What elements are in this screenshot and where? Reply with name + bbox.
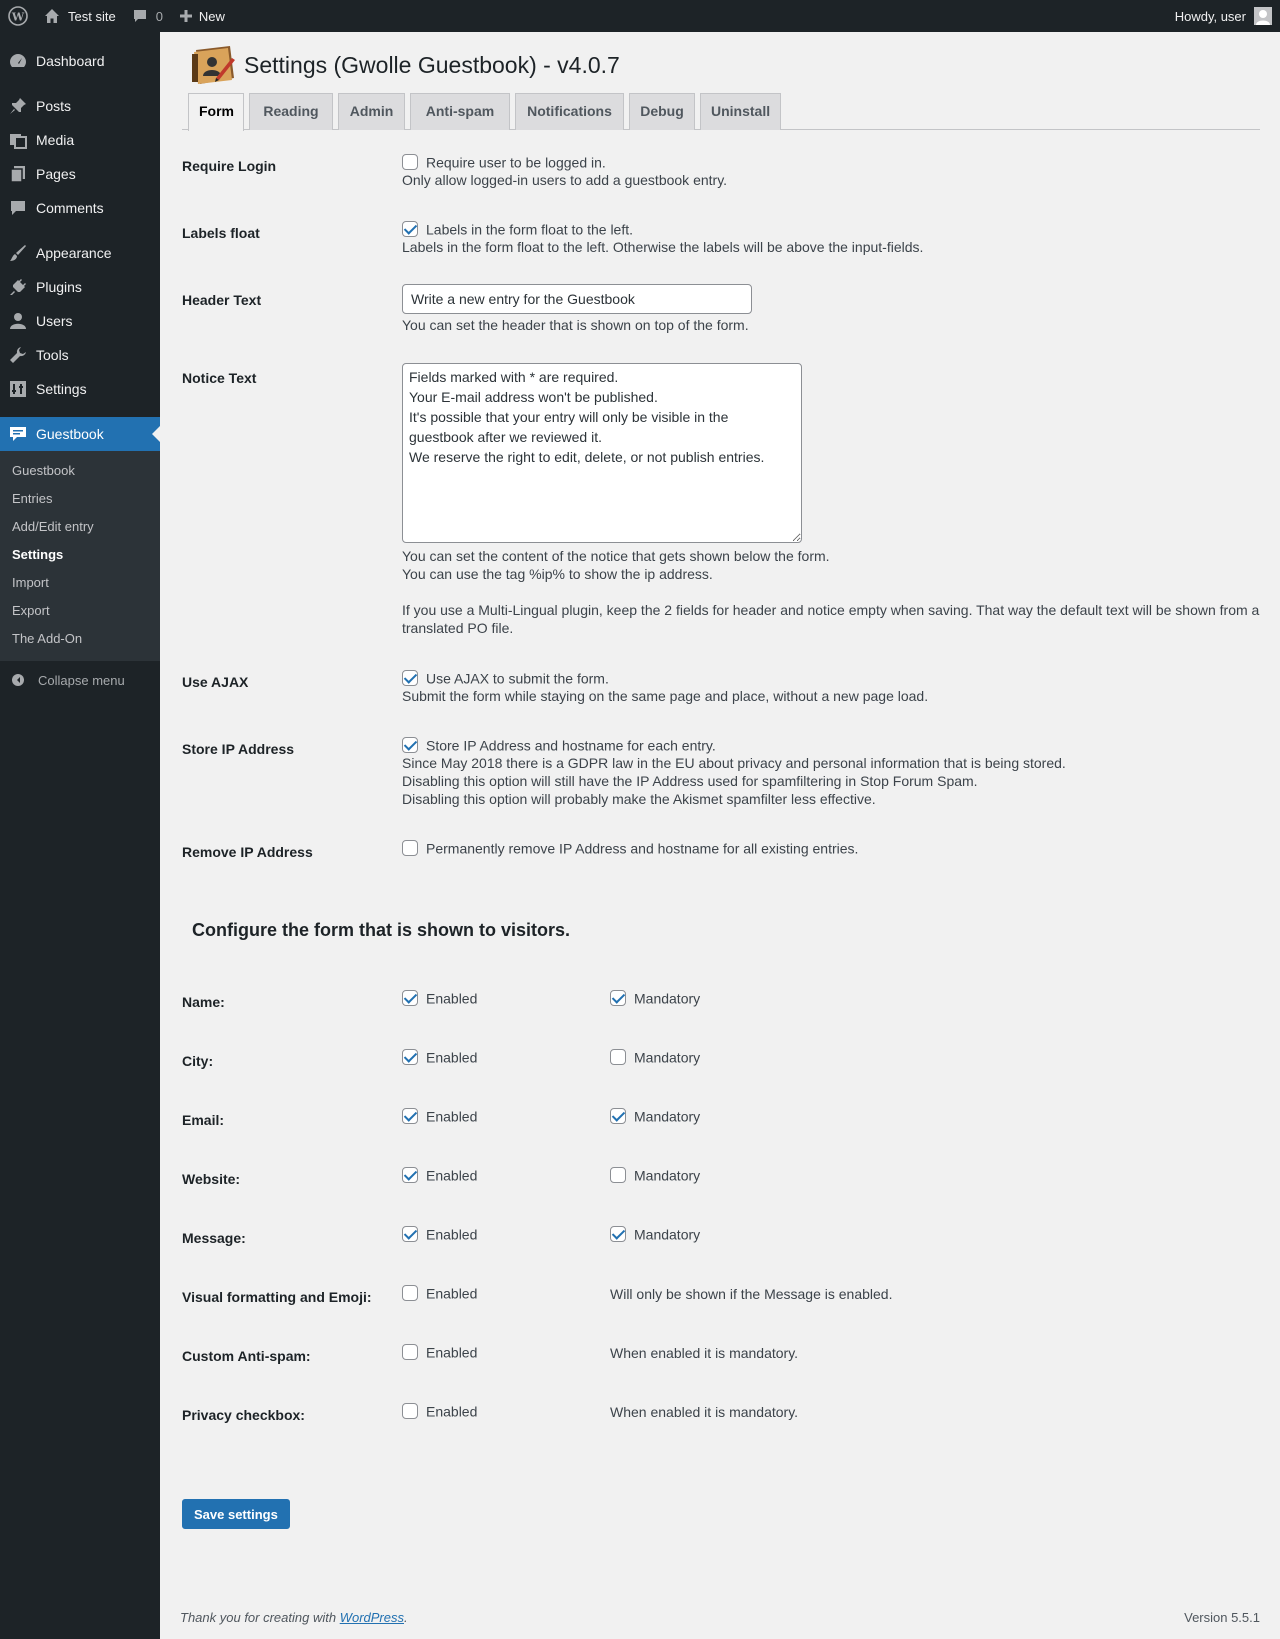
- field-website-label: Website:: [182, 1171, 241, 1187]
- avatar: [1254, 7, 1272, 25]
- submenu-add-on[interactable]: The Add-On: [12, 631, 83, 646]
- use-ajax-label: Use AJAX: [182, 674, 249, 690]
- guestbook-book-icon: [190, 44, 236, 86]
- remove-ip-field: [402, 838, 858, 857]
- labels-float-description: Labels in the form float to the left. Otherwise the labels will be above the input-fields.: [402, 239, 924, 256]
- admin-bar: [0, 0, 1280, 32]
- admin-sidebar: [0, 32, 160, 1639]
- collapse-label: Collapse menu: [38, 672, 125, 688]
- comment-bubble-icon: [132, 8, 148, 24]
- submenu-settings[interactable]: Settings: [12, 547, 64, 562]
- labels-float-checkbox-label[interactable]: Labels in the form float to the left.: [426, 221, 634, 238]
- wordpress-logo-icon[interactable]: [0, 0, 36, 32]
- notice-text-desc-2: You can use the tag %ip% to show the ip address.: [402, 566, 713, 582]
- remove-ip-label: Remove IP Address: [182, 844, 313, 860]
- field-antispam-label: Custom Anti-spam:: [182, 1348, 311, 1364]
- menu-label: Comments: [36, 200, 104, 216]
- require-login-checkbox-label[interactable]: Require user to be logged in.: [426, 154, 606, 171]
- submenu-guestbook[interactable]: Guestbook: [12, 463, 75, 478]
- notice-text-textarea[interactable]: [402, 363, 802, 543]
- tab-reading[interactable]: Reading: [249, 93, 333, 130]
- site-name: Test site: [68, 8, 116, 24]
- wordpress-link[interactable]: WordPress: [339, 1610, 404, 1625]
- paintbrush-icon: [0, 244, 36, 262]
- labels-float-field: [402, 219, 923, 256]
- notice-text-label: Notice Text: [182, 370, 257, 386]
- email-mandatory-checkbox[interactable]: [610, 1108, 626, 1124]
- submenu-entries[interactable]: Entries: [12, 491, 53, 506]
- notice-text-description: [402, 547, 1262, 637]
- collapse-arrow-icon: [12, 674, 24, 686]
- footer-version: Version 5.5.1: [1184, 1610, 1260, 1625]
- comments-count: 0: [155, 8, 163, 24]
- require-login-label: Require Login: [182, 158, 277, 174]
- collapse-menu-button[interactable]: [0, 662, 160, 698]
- my-account-link[interactable]: [1167, 0, 1280, 32]
- guestbook-icon: [0, 425, 36, 443]
- page-title: Settings (Gwolle Guestbook) - v4.0.7: [244, 51, 620, 78]
- store-ip-field: [402, 735, 1066, 808]
- header-text-description: You can set the header that is shown on top of the form.: [402, 317, 749, 333]
- field-message-mandatory: [610, 1225, 700, 1242]
- menu-users[interactable]: [0, 304, 160, 338]
- save-settings-button[interactable]: Save settings: [182, 1499, 290, 1529]
- field-email-mandatory: [610, 1107, 700, 1124]
- website-enabled-checkbox[interactable]: [402, 1167, 418, 1183]
- require-login-field: [402, 152, 727, 189]
- menu-media[interactable]: [0, 123, 160, 157]
- menu-dashboard[interactable]: [0, 44, 160, 78]
- notice-text-desc-1: You can set the content of the notice that gets shown below the form.: [402, 548, 830, 564]
- dashboard-icon: [0, 52, 36, 70]
- media-icon: [0, 131, 36, 149]
- pushpin-icon: [0, 97, 36, 115]
- city-enabled-checkbox[interactable]: [402, 1049, 418, 1065]
- guestbook-submenu: [0, 451, 160, 661]
- name-enabled-checkbox[interactable]: [402, 990, 418, 1006]
- menu-label: Appearance: [36, 245, 112, 261]
- field-message-label: Message:: [182, 1230, 246, 1246]
- store-ip-label: Store IP Address: [182, 741, 295, 757]
- field-visual-note: Will only be shown if the Message is enabled.: [610, 1286, 893, 1302]
- enabled-label[interactable]: Enabled: [426, 1226, 478, 1243]
- remove-ip-checkbox-label[interactable]: Permanently remove IP Address and hostname for all existing entries.: [426, 840, 859, 857]
- menu-label: Tools: [36, 347, 69, 363]
- message-enabled-checkbox[interactable]: [402, 1226, 418, 1242]
- field-privacy-label: Privacy checkbox:: [182, 1407, 305, 1423]
- email-enabled-checkbox[interactable]: [402, 1108, 418, 1124]
- tab-uninstall[interactable]: Uninstall: [700, 93, 781, 130]
- field-antispam-note: When enabled it is mandatory.: [610, 1345, 799, 1361]
- use-ajax-field: [402, 668, 928, 705]
- field-name-label: Name:: [182, 994, 225, 1010]
- footer-thanks: [180, 1610, 408, 1625]
- comments-icon: [0, 199, 36, 217]
- menu-label: Media: [36, 132, 75, 148]
- footer-thanks-suffix: .: [404, 1610, 408, 1625]
- form-config-heading: Configure the form that is shown to visitors.: [192, 920, 571, 940]
- labels-float-checkbox[interactable]: [402, 221, 418, 237]
- submenu-export[interactable]: Export: [12, 603, 50, 618]
- user-icon: [0, 312, 36, 330]
- message-mandatory-checkbox[interactable]: [610, 1226, 626, 1242]
- mandatory-label[interactable]: Mandatory: [634, 1226, 701, 1243]
- page-header: [190, 44, 620, 86]
- enabled-label[interactable]: Enabled: [426, 1167, 478, 1184]
- pages-icon: [0, 165, 36, 183]
- menu-label: Settings: [36, 381, 87, 397]
- submenu-import[interactable]: Import: [12, 575, 49, 590]
- menu-label: Pages: [36, 166, 76, 182]
- tab-debug[interactable]: Debug: [629, 93, 695, 130]
- labels-float-label: Labels float: [182, 225, 260, 241]
- menu-label: Posts: [36, 98, 72, 114]
- store-ip-checkbox[interactable]: [402, 737, 418, 753]
- new-label: New: [198, 8, 225, 24]
- menu-label: Guestbook: [36, 426, 104, 442]
- enabled-label[interactable]: Enabled: [426, 1285, 478, 1302]
- plug-icon: [0, 278, 36, 296]
- header-text-input[interactable]: [402, 284, 752, 314]
- name-mandatory-checkbox[interactable]: [610, 990, 626, 1006]
- use-ajax-checkbox[interactable]: [402, 670, 418, 686]
- field-visual-enabled: [402, 1284, 477, 1301]
- submenu-add-edit-entry[interactable]: Add/Edit entry: [12, 519, 94, 534]
- store-ip-desc-3: Disabling this option will probably make the Akismet spamfilter less effective.: [402, 791, 876, 808]
- tab-form[interactable]: Form: [188, 93, 244, 131]
- store-ip-desc-1: Since May 2018 there is a GDPR law in the EU about privacy and personal information that is being stored.: [402, 755, 1066, 772]
- store-ip-desc-2: Disabling this option will still have the IP Address used for spamfiltering in Stop Forum Spam.: [402, 773, 978, 790]
- menu-plugins[interactable]: [0, 270, 160, 304]
- enabled-label[interactable]: Enabled: [426, 990, 478, 1007]
- settings-icon: [0, 380, 36, 398]
- settings-tabs: [182, 93, 1260, 130]
- wrench-icon: [0, 346, 36, 364]
- require-login-checkbox[interactable]: [402, 154, 418, 170]
- field-name-enabled: [402, 989, 477, 1006]
- privacy-enabled-checkbox[interactable]: [402, 1403, 418, 1419]
- menu-tools[interactable]: [0, 338, 160, 372]
- mandatory-label[interactable]: Mandatory: [634, 1108, 701, 1125]
- menu-label: Dashboard: [36, 53, 105, 69]
- field-city-label: City:: [182, 1053, 214, 1069]
- tab-admin[interactable]: Admin: [338, 93, 405, 130]
- notice-text-desc-3: If you use a Multi-Lingual plugin, keep the 2 fields for header and notice empty when saving. That way the default text will be shown from a translated PO file.: [402, 602, 1260, 636]
- field-name-mandatory: [610, 989, 700, 1006]
- comments-link[interactable]: [124, 0, 171, 32]
- site-name-link[interactable]: [36, 0, 124, 32]
- field-city-enabled: [402, 1048, 477, 1065]
- field-website-mandatory: [610, 1166, 700, 1183]
- header-text-label: Header Text: [182, 292, 262, 308]
- field-message-enabled: [402, 1225, 477, 1242]
- menu-comments[interactable]: [0, 191, 160, 225]
- remove-ip-checkbox[interactable]: [402, 840, 418, 856]
- tab-anti-spam[interactable]: Anti-spam: [410, 93, 510, 130]
- enabled-label[interactable]: Enabled: [426, 1049, 478, 1066]
- howdy-text: Howdy, user: [1174, 8, 1246, 24]
- field-email-label: Email:: [182, 1112, 225, 1128]
- menu-pages[interactable]: [0, 157, 160, 191]
- field-email-enabled: [402, 1107, 477, 1124]
- use-ajax-description: Submit the form while staying on the same page and place, without a new page load.: [402, 688, 929, 705]
- menu-appearance[interactable]: [0, 236, 160, 270]
- footer-thanks-prefix: Thank you for creating with: [180, 1610, 340, 1625]
- field-city-mandatory: [610, 1048, 700, 1065]
- enabled-label[interactable]: Enabled: [426, 1108, 478, 1125]
- field-website-enabled: [402, 1166, 477, 1183]
- mandatory-label[interactable]: Mandatory: [634, 990, 701, 1007]
- use-ajax-checkbox-label[interactable]: Use AJAX to submit the form.: [426, 670, 609, 687]
- plus-icon: [179, 9, 193, 23]
- field-antispam-enabled: [402, 1343, 477, 1360]
- menu-label: Plugins: [36, 279, 82, 295]
- svg-text:W: W: [11, 10, 25, 24]
- menu-posts[interactable]: [0, 89, 160, 123]
- main-content: [160, 32, 1280, 1639]
- new-content-link[interactable]: [171, 0, 233, 32]
- require-login-description: Only allow logged-in users to add a guestbook entry.: [402, 172, 728, 189]
- menu-settings[interactable]: [0, 372, 160, 406]
- menu-guestbook[interactable]: [0, 417, 160, 451]
- enabled-label[interactable]: Enabled: [426, 1403, 478, 1420]
- antispam-enabled-checkbox[interactable]: [402, 1344, 418, 1360]
- field-visual-label: Visual formatting and Emoji:: [182, 1289, 372, 1305]
- city-mandatory-checkbox[interactable]: [610, 1049, 626, 1065]
- field-privacy-enabled: [402, 1402, 477, 1419]
- enabled-label[interactable]: Enabled: [426, 1344, 478, 1361]
- menu-label: Users: [36, 313, 73, 329]
- store-ip-checkbox-label[interactable]: Store IP Address and hostname for each entry.: [426, 737, 716, 754]
- visual-enabled-checkbox[interactable]: [402, 1285, 418, 1301]
- home-icon: [44, 8, 60, 24]
- field-privacy-note: When enabled it is mandatory.: [610, 1404, 799, 1420]
- tab-notifications[interactable]: Notifications: [515, 93, 624, 130]
- website-mandatory-checkbox[interactable]: [610, 1167, 626, 1183]
- mandatory-label[interactable]: Mandatory: [634, 1167, 701, 1184]
- mandatory-label[interactable]: Mandatory: [634, 1049, 701, 1066]
